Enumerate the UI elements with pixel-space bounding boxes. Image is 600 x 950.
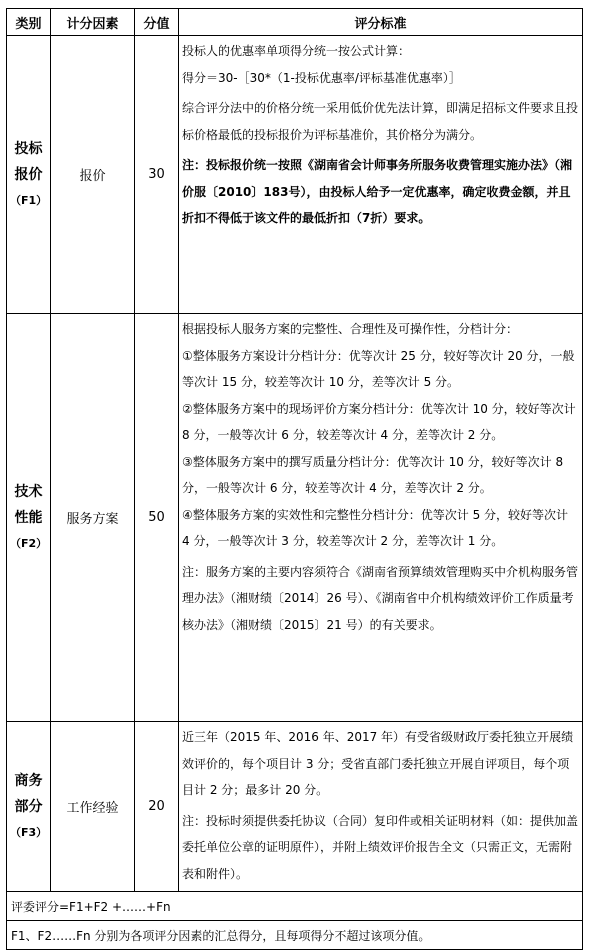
total-formula: 评委评分=F1+F2 +……+Fn — [7, 892, 583, 921]
category-line: 投标 — [14, 140, 43, 157]
header-row — [7, 9, 583, 36]
category-cell — [7, 36, 51, 314]
scoring-table — [6, 8, 583, 950]
criteria-item: ③整体服务方案中的撰写质量分档计分：优等次计 10 分，较好等次计 8 分，一般等次计 6 分，较差等次计 4 分，差等次计 2 分。 — [182, 454, 564, 495]
criteria-item: ②整体服务方案中的现场评价方案分档计分：优等次计 10 分，较好等次计 8 分，一般等次计 6 分，较差等次计 4 分，差等次计 2 分。 — [182, 401, 576, 442]
score-cell: 50 — [135, 314, 179, 722]
factor-cell: 工作经验 — [51, 722, 135, 892]
category-line: 性能 — [14, 509, 43, 526]
category-cell — [7, 722, 51, 892]
table-row — [7, 36, 583, 314]
score-cell: 30 — [135, 36, 179, 314]
criteria-note: 注：投标时须提供委托协议（合同）复印件或相关证明材料（如：提供加盖委托单位公章的证明原件），并附上绩效评价报告全文（只需正文，无需附表和附件）。 — [182, 813, 579, 881]
criteria-line: 得分＝30-［30*（1-投标优惠率/评标基准优惠率）］ — [182, 70, 461, 85]
criteria-line: 投标人的优惠率单项得分统一按公式计算： — [182, 44, 411, 58]
footer-row — [7, 921, 583, 950]
category-cell — [7, 314, 51, 722]
criteria-intro: 根据投标人服务方案的完整性、合理性及可操作性，分档计分： — [182, 322, 519, 336]
header-factor: 计分因素 — [51, 9, 135, 36]
criteria-paragraph: 近三年（2015 年、2016 年、2017 年）有受省级财政厅委托独立开展绩效评价的，每个项目计 3 分；受省直部门委托独立开展自评项目，每个项目计 2 分；最多计 20 分。 — [182, 730, 574, 797]
criteria-item: ①整体服务方案设计分档计分：优等次计 25 分，较好等次计 20 分，一般等次计 15 分，较差等次计 10 分，差等次计 5 分。 — [182, 348, 575, 389]
category-code: （F2） — [10, 536, 48, 550]
category-code: （F3） — [10, 825, 48, 839]
factor-cell: 报价 — [51, 36, 135, 314]
table-row — [7, 314, 583, 722]
header-category: 类别 — [7, 9, 51, 36]
footer-row — [7, 892, 583, 921]
criteria-note: 注：服务方案的主要内容须符合《湖南省预算绩效管理购买中介机构服务管理办法》（湘财绩〔2014〕26 号）、《湖南省中介机构绩效评价工作质量考核办法》（湘财绩〔2015〕21 号）的有关要求。 — [182, 564, 579, 632]
criteria-paragraph: 综合评分法中的价格分统一采用低价优先法计算，即满足招标文件要求且投标价格最低的投标报价为评标基准价，其价格分为满分。 — [182, 101, 579, 142]
criteria-cell — [179, 314, 583, 722]
category-line: 部分 — [14, 798, 43, 815]
category-line: 技术 — [14, 483, 43, 500]
category-line: 报价 — [14, 166, 43, 183]
category-code: （F1） — [10, 193, 48, 207]
score-cell: 20 — [135, 722, 179, 892]
factor-cell: 服务方案 — [51, 314, 135, 722]
criteria-note: 注：投标报价统一按照《湖南省会计师事务所服务收费管理实施办法》（湘价服〔2010〕183号），由投标人给予一定优惠率，确定收费金额，并且折扣不得低于该文件的最低折扣（7折）要求。 — [182, 158, 573, 225]
total-explanation: F1、F2……Fn 分别为各项评分因素的汇总得分，且每项得分不超过该项分值。 — [7, 921, 583, 950]
header-score: 分值 — [135, 9, 179, 36]
criteria-cell — [179, 722, 583, 892]
table-row — [7, 722, 583, 892]
header-criteria: 评分标准 — [179, 9, 583, 36]
criteria-cell — [179, 36, 583, 314]
category-line: 商务 — [14, 772, 43, 789]
criteria-item: ④整体服务方案的实效性和完整性分档计分：优等次计 5 分，较好等次计 4 分，一般等次计 3 分，较差等次计 2 分，差等次计 1 分。 — [182, 507, 569, 548]
